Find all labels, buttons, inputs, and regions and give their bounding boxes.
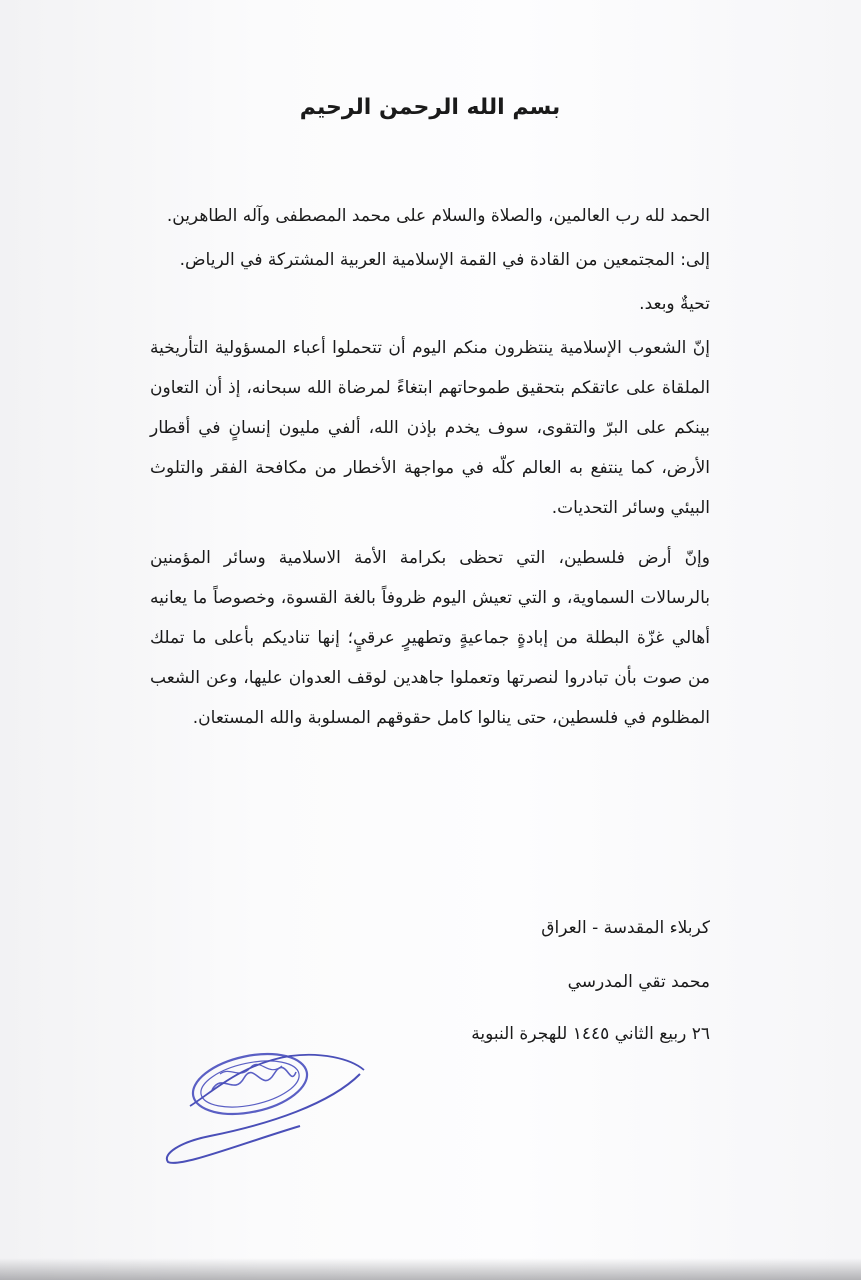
date-line: ٢٦ ربيع الثاني ١٤٤٥ للهجرة النبوية: [471, 1024, 710, 1044]
paragraph-responsibility: إنّ الشعوب الإسلامية ينتظرون منكم اليوم أن تتحملوا أعباء المسؤولية التأريخية الملقاة على عاتقكم بتحقيق طموحاتهم ابتغاءً لمرضاة الله سبحانه، إذ أن التعاون بينكم على البرّ والتقوى، سوف يخدم بإذن الله، ألفي مليون إنسانٍ في أقطار الأرض، كما ينتفع به العالم كلّه في مواجهة الأخطار من مكافحة الفقر والتلوث البيئي وسائر التحديات.: [150, 338, 710, 518]
basmala-heading: بسم الله الرحمن الرحيم: [299, 95, 561, 120]
greeting-line: تحيةٌ وبعد.: [639, 294, 710, 314]
recipient-line: إلى: المجتمعين من القادة في القمة الإسلامية العربية المشتركة في الرياض.: [179, 250, 710, 270]
letter-body: [150, 196, 710, 742]
page-bottom-shadow: [0, 1258, 861, 1280]
author-name: محمد تقي المدرسي: [567, 972, 710, 992]
signature-seal: [150, 1044, 390, 1174]
place-line: كربلاء المقدسة - العراق: [541, 918, 710, 938]
signature-icon: [150, 1044, 390, 1174]
opening-praise: الحمد لله رب العالمين، والصلاة والسلام على محمد المصطفى وآله الطاهرين.: [166, 206, 710, 226]
paragraph-palestine: وإنّ أرض فلسطين، التي تحظى بكرامة الأمة الاسلامية وسائر المؤمنين بالرسالات السماوية، و التي تعيش اليوم ظروفاً بالغة القسوة، وخصوصاً ما يعانيه أهالي غزّة البطلة من إبادةٍ جماعيةٍ وتطهيرٍ عرقيٍ؛ إنها تناديكم بأعلى ما تملك من صوت بأن تبادروا لنصرتها وتعملوا جاهدين لوقف العدوان عليها، وعن الشعب المظلوم في فلسطين، حتى ينالوا كامل حقوقهم المسلوبة والله المستعان.: [150, 548, 710, 728]
